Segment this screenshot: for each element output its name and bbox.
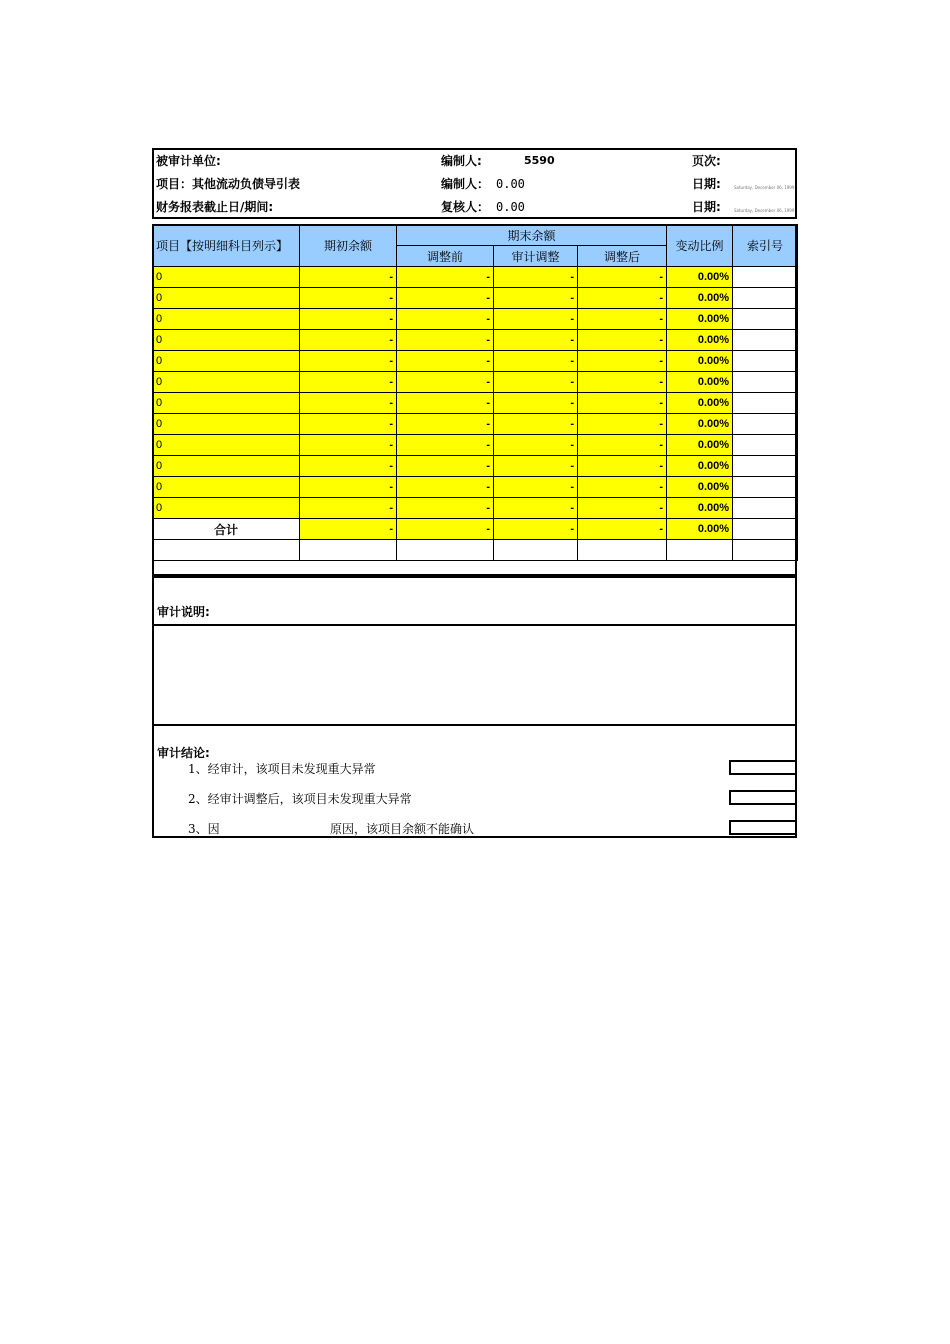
empty-cell[interactable]: [494, 540, 578, 561]
row-audit-adjustment[interactable]: -: [494, 351, 578, 372]
row-before-adjustment[interactable]: -: [397, 435, 494, 456]
col-after-header: 调整后: [578, 246, 667, 267]
row-audit-adjustment[interactable]: -: [494, 393, 578, 414]
table-row: [153, 267, 798, 288]
row-opening-balance[interactable]: -: [300, 414, 397, 435]
total-index-number[interactable]: [733, 519, 798, 540]
row-item-name[interactable]: 0: [153, 267, 300, 288]
row-index-number[interactable]: [733, 267, 798, 288]
row-before-adjustment[interactable]: -: [397, 288, 494, 309]
table-row: [153, 477, 798, 498]
row-after-adjustment[interactable]: -: [578, 372, 667, 393]
empty-row: [153, 540, 798, 561]
row-audit-adjustment[interactable]: -: [494, 456, 578, 477]
reviewer-label: 复核人：: [441, 200, 490, 214]
page-label: 页次:: [692, 154, 721, 168]
preparer2-label: 编制人：: [441, 177, 490, 191]
ledger-table: [152, 224, 798, 561]
total-before-adjustment: -: [397, 519, 494, 540]
audit-conclusion-label: 审计结论:: [157, 746, 210, 760]
row-audit-adjustment[interactable]: -: [494, 372, 578, 393]
audit-explanation-section: [152, 576, 797, 626]
row-opening-balance[interactable]: -: [300, 267, 397, 288]
row-change-ratio: 0.00%: [667, 309, 733, 330]
table-row: [153, 372, 798, 393]
audit-explanation-body[interactable]: [152, 626, 797, 726]
row-item-name[interactable]: 0: [153, 393, 300, 414]
total-label: 合计: [153, 519, 300, 540]
row-change-ratio: 0.00%: [667, 414, 733, 435]
row-item-name[interactable]: 0: [153, 414, 300, 435]
empty-cell[interactable]: [578, 540, 667, 561]
row-before-adjustment[interactable]: -: [397, 414, 494, 435]
row-change-ratio: 0.00%: [667, 330, 733, 351]
row-audit-adjustment[interactable]: -: [494, 267, 578, 288]
audited-unit-label: 被审计单位:: [156, 154, 221, 168]
preparer2-value: 0.00: [496, 177, 525, 191]
row-change-ratio: 0.00%: [667, 288, 733, 309]
row-after-adjustment[interactable]: -: [578, 456, 667, 477]
conclusion-checkbox-1[interactable]: [729, 760, 795, 775]
row-before-adjustment[interactable]: -: [397, 330, 494, 351]
row-opening-balance[interactable]: -: [300, 498, 397, 519]
row-before-adjustment[interactable]: -: [397, 309, 494, 330]
row-after-adjustment[interactable]: -: [578, 351, 667, 372]
total-row: [153, 519, 798, 540]
row-index-number[interactable]: [733, 372, 798, 393]
row-audit-adjustment[interactable]: -: [494, 309, 578, 330]
audit-explanation-label: 审计说明:: [157, 605, 210, 619]
row-index-number[interactable]: [733, 435, 798, 456]
date-value-1: Saturday, December 06, 1999: [734, 185, 795, 190]
row-index-number[interactable]: [733, 414, 798, 435]
conclusion-checkbox-2[interactable]: [729, 790, 795, 805]
table-row: [153, 456, 798, 477]
table-row: [153, 498, 798, 519]
row-opening-balance[interactable]: -: [300, 372, 397, 393]
table-row: [153, 393, 798, 414]
row-change-ratio: 0.00%: [667, 456, 733, 477]
total-after-adjustment: -: [578, 519, 667, 540]
row-change-ratio: 0.00%: [667, 435, 733, 456]
row-index-number[interactable]: [733, 498, 798, 519]
row-before-adjustment[interactable]: -: [397, 456, 494, 477]
row-change-ratio: 0.00%: [667, 267, 733, 288]
row-audit-adjustment[interactable]: -: [494, 288, 578, 309]
table-row: [153, 309, 798, 330]
col-item-header: 项目【按明细科目列示】: [153, 225, 300, 267]
row-item-name[interactable]: 0: [153, 330, 300, 351]
row-item-name[interactable]: 0: [153, 477, 300, 498]
row-after-adjustment[interactable]: -: [578, 498, 667, 519]
row-opening-balance[interactable]: -: [300, 288, 397, 309]
total-opening-balance: -: [300, 519, 397, 540]
row-item-name[interactable]: 0: [153, 288, 300, 309]
date-value-2: Saturday, December 06, 1999: [734, 208, 795, 213]
row-index-number[interactable]: [733, 309, 798, 330]
row-opening-balance[interactable]: -: [300, 456, 397, 477]
col-closing-group-header: 期末余额: [397, 225, 667, 246]
table-row: [153, 351, 798, 372]
conclusion-item-3-suffix: 原因，该项目余额不能确认: [330, 822, 475, 836]
row-index-number[interactable]: [733, 288, 798, 309]
row-audit-adjustment[interactable]: -: [494, 330, 578, 351]
table-row: [153, 330, 798, 351]
row-before-adjustment[interactable]: -: [397, 393, 494, 414]
total-change-ratio: 0.00%: [667, 519, 733, 540]
row-after-adjustment[interactable]: -: [578, 435, 667, 456]
row-after-adjustment[interactable]: -: [578, 330, 667, 351]
date-label-2: 日期:: [692, 200, 721, 214]
row-opening-balance[interactable]: -: [300, 309, 397, 330]
row-index-number[interactable]: [733, 330, 798, 351]
row-index-number[interactable]: [733, 393, 798, 414]
row-audit-adjustment[interactable]: -: [494, 498, 578, 519]
col-opening-header: 期初余额: [300, 225, 397, 267]
row-opening-balance[interactable]: -: [300, 477, 397, 498]
period-label: 财务报表截止日/期间:: [156, 200, 274, 214]
row-item-name[interactable]: 0: [153, 435, 300, 456]
row-index-number[interactable]: [733, 477, 798, 498]
header-block: [152, 148, 797, 219]
preparer-label: 编制人:: [441, 154, 482, 168]
empty-cell[interactable]: [397, 540, 494, 561]
row-after-adjustment[interactable]: -: [578, 414, 667, 435]
col-adjust-header: 审计调整: [494, 246, 578, 267]
row-opening-balance[interactable]: -: [300, 393, 397, 414]
row-item-name[interactable]: 0: [153, 498, 300, 519]
row-index-number[interactable]: [733, 456, 798, 477]
row-audit-adjustment[interactable]: -: [494, 414, 578, 435]
empty-cell[interactable]: [733, 540, 798, 561]
conclusion-item-3-prefix: 3、因: [188, 822, 220, 836]
row-change-ratio: 0.00%: [667, 351, 733, 372]
row-change-ratio: 0.00%: [667, 477, 733, 498]
row-audit-adjustment[interactable]: -: [494, 435, 578, 456]
table-row: [153, 414, 798, 435]
preparer-value: 5590: [524, 154, 555, 167]
empty-cell[interactable]: [153, 540, 300, 561]
row-after-adjustment[interactable]: -: [578, 477, 667, 498]
row-change-ratio: 0.00%: [667, 498, 733, 519]
row-opening-balance[interactable]: -: [300, 435, 397, 456]
date-label-1: 日期:: [692, 177, 721, 191]
row-after-adjustment[interactable]: -: [578, 393, 667, 414]
row-before-adjustment[interactable]: -: [397, 351, 494, 372]
conclusion-item-2: 2、经审计调整后，该项目未发现重大异常: [188, 792, 412, 806]
row-change-ratio: 0.00%: [667, 393, 733, 414]
row-audit-adjustment[interactable]: -: [494, 477, 578, 498]
audit-conclusion-section: [152, 726, 797, 838]
row-before-adjustment[interactable]: -: [397, 372, 494, 393]
row-before-adjustment[interactable]: -: [397, 477, 494, 498]
row-opening-balance[interactable]: -: [300, 330, 397, 351]
col-index-header: 索引号: [733, 225, 798, 267]
row-opening-balance[interactable]: -: [300, 351, 397, 372]
conclusion-checkbox-3[interactable]: [729, 820, 795, 835]
empty-cell[interactable]: [667, 540, 733, 561]
row-item-name[interactable]: 0: [153, 351, 300, 372]
row-change-ratio: 0.00%: [667, 372, 733, 393]
project-label: 项目：其他流动负债导引表: [156, 177, 301, 191]
table-row: [153, 288, 798, 309]
row-after-adjustment[interactable]: -: [578, 267, 667, 288]
row-index-number[interactable]: [733, 351, 798, 372]
col-before-header: 调整前: [397, 246, 494, 267]
row-item-name[interactable]: 0: [153, 456, 300, 477]
row-before-adjustment[interactable]: -: [397, 267, 494, 288]
row-after-adjustment[interactable]: -: [578, 288, 667, 309]
row-before-adjustment[interactable]: -: [397, 498, 494, 519]
empty-cell[interactable]: [300, 540, 397, 561]
conclusion-item-1: 1、经审计，该项目未发现重大异常: [188, 762, 376, 776]
row-item-name[interactable]: 0: [153, 309, 300, 330]
row-item-name[interactable]: 0: [153, 372, 300, 393]
table-row: [153, 435, 798, 456]
col-change-header: 变动比例: [667, 225, 733, 267]
working-paper-sheet: [152, 148, 797, 836]
row-after-adjustment[interactable]: -: [578, 309, 667, 330]
total-audit-adjustment: -: [494, 519, 578, 540]
reviewer-value: 0.00: [496, 200, 525, 214]
